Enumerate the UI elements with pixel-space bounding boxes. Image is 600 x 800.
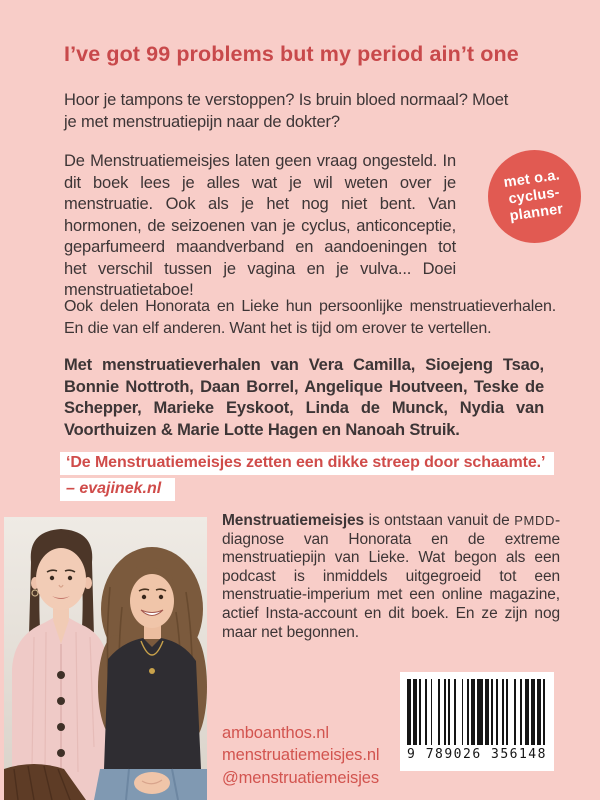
barcode-bars [407,679,547,745]
stories-paragraph: Ook delen Honorata en Lieke hun persoonlijke menstruatieverhalen. En die van elf anderen. Want het is tijd om erover te vertellen. [64,298,556,337]
press-quote-attribution: – evajinek.nl [60,478,175,501]
press-quote-text: ‘De Menstruatiemeisjes zetten een dikke streep door schaamte.’ [60,452,554,475]
bio-lead: Menstruatiemeisjes [222,512,365,529]
barcode-digits: 9 789026 356148 [407,747,547,762]
bio-paragraph: Menstruatiemeisjes is ontstaan vanuit de PMDD-diagnose van Honorata en de extreme menstruatiepijn van Lieke. Wat begon als een podcast is inmiddels uitgegroeid tot een menstruatie-imperium met een online magazine, actief Insta-account en dit boek. En ze zijn nog maar net begonnen. [222,512,560,641]
publisher-website: amboanthos.nl [222,724,329,742]
links-block [222,722,379,789]
author-right [94,547,207,800]
instagram-handle: @menstruatiemeisjes [222,768,379,787]
intro-paragraph: Hoor je tampons te verstoppen? Is bruin bloed normaal? Moet je met menstruatiepijn naar de dokter? [64,91,509,131]
about-book-paragraph: De Menstruatiemeisjes laten geen vraag ongesteld. In dit boek lees je alles wat je wil weten over je menstruatie. Ook als je het nog niet bent. Van hormonen, de seizoenen van je cyclus, anticonceptie, geparfumeerd maandverband en aandoeningen tot het verschil tussen je vagina en je vulva... Doei menstruatietaboe! [64,152,456,299]
book-website: menstruatiemeisjes.nl [222,746,380,765]
cyclusplanner-badge [488,150,581,243]
cyclusplanner-badge-text: met o.a. cyclus- planner [503,167,565,225]
contributors-paragraph: Met menstruatieverhalen van Vera Camilla, Sioejeng Tsao, Bonnie Nottroth, Daan Borrel, Angelique Houtveen, Teske de Schepper, Marieke Eyskoot, Linda de Munck, Nydia van Voorthuizen & Marie Lotte Hagen en Nanoah Struik. [64,356,544,439]
isbn-barcode [400,672,554,771]
press-quote [60,452,590,501]
authors-photo [4,517,207,800]
authors-photo-illustration [4,517,207,800]
pmdd-abbreviation: PMDD [514,513,555,528]
cover-title: I’ve got 99 problems but my period ain’t one [64,42,519,66]
